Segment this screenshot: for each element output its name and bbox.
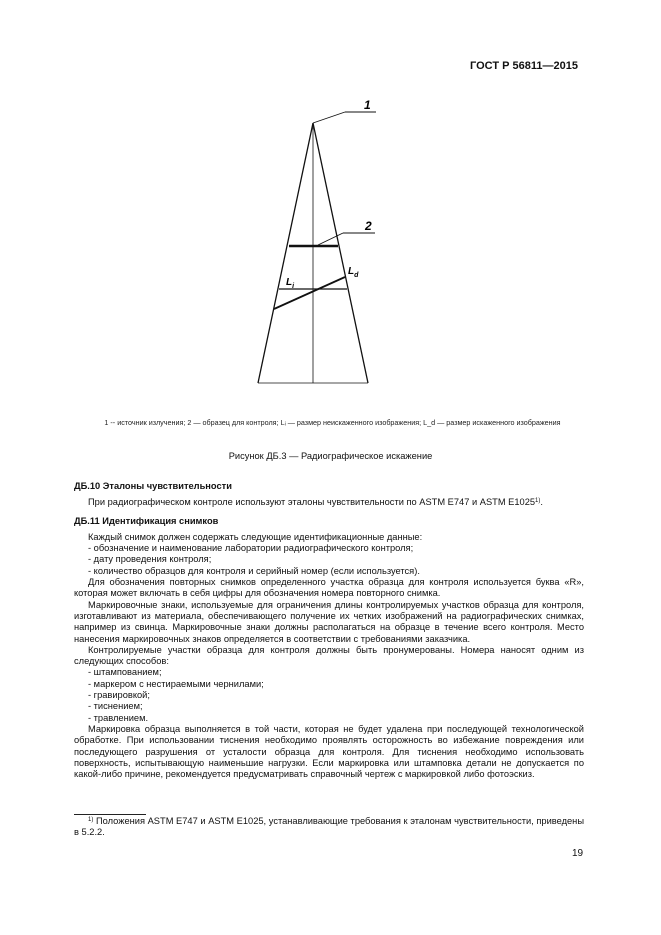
list-item: - маркером с нестираемыми чернилами; [88, 678, 264, 689]
paragraph: Контролируемые участки образца для контроля должны быть пронумерованы. Номера наносят одним из следующих способов: [74, 644, 584, 667]
list-item: - штампованием; [88, 667, 162, 678]
footnote-text: Положения ASTM E747 и ASTM E1025, устанавливающие требования к эталонам чувствительности, приведены в 5.2.2. [74, 816, 584, 838]
footnote [74, 816, 584, 839]
label-1: 1 [364, 98, 371, 112]
list-item: - тиснением; [88, 701, 143, 712]
paragraph: Маркировка образца выполняется в той части, которая не будет удалена при последующей технологической обработке. При использовании тиснения необходимо проявлять осторожность во избежание повреждения или последующего разрушения от усталости образца для контроля. Для тиснения необходимо использовать поверхность, испытывающую наименьшие нагрузки. Если маркировка или штамповка детали не допускается по какой-либо причине, рекомендуется предусматривать справочный чертеж с маркировкой либо фотоэскиз. [74, 723, 584, 780]
list-item: - количество образцов для контроля и серийный номер (если используется). [88, 565, 420, 576]
main-text [74, 481, 584, 780]
section-10-title: ДБ.10 Эталоны чувствительности [74, 481, 232, 491]
paragraph: Для обозначения повторных снимков определенного участка образца для контроля используется буква «R», которая может включать в себя цифры для обозначения номера повторного снимка. [74, 577, 584, 599]
footnote-mark: 1) [88, 817, 94, 823]
right-ray [313, 123, 368, 383]
list-item: - обозначение и наименование лаборатории радиографического контроля; [88, 543, 414, 554]
section-11-intro: Каждый снимок должен содержать следующие идентификационные данные: [88, 531, 423, 542]
figure-legend: 1 -- источник излучения; 2 — образец для контроля; Lᵢ — размер неискаженного изображения; L_d — размер искаженного изображения [104, 418, 561, 427]
label-li: $L_i$ [286, 277, 295, 290]
list-item: - гравировкой; [88, 690, 150, 701]
left-ray [258, 123, 313, 383]
paragraph: Маркировочные знаки, используемые для ограничения длины контролируемых участков образца для контроля, изготавливают из материала, обеспечивающего получение их четких изображений на радиографических снимках, например из свинца. Маркировочные знаки должны располагаться на образце в течение всего контроля. Место нанесения маркировочных знаков определяется в соответствии с требованиями заказчика. [74, 599, 584, 644]
label-2: 2 [365, 219, 372, 233]
label-ld: $L_d$ [348, 266, 359, 279]
page-number: 19 [572, 848, 584, 859]
list-item: - дату проведения контроля; [88, 554, 212, 565]
distortion-diagram [0, 0, 661, 420]
section-10-text: При радиографическом контроле используют эталоны чувствительности по ASTM E747 и ASTM E1025$^{1)}$. [88, 497, 543, 508]
distorted-line [274, 277, 345, 309]
footnote-divider [74, 814, 146, 815]
document-header: ГОСТ Р 56811—2015 [470, 60, 578, 72]
figure-caption: Рисунок ДБ.3 — Радиографическое искажение [228, 451, 433, 461]
footnote-ref: 1) [535, 498, 541, 505]
section-11-title: ДБ.11 Идентификация снимков [74, 515, 219, 526]
list-item: - травлением. [88, 712, 149, 723]
